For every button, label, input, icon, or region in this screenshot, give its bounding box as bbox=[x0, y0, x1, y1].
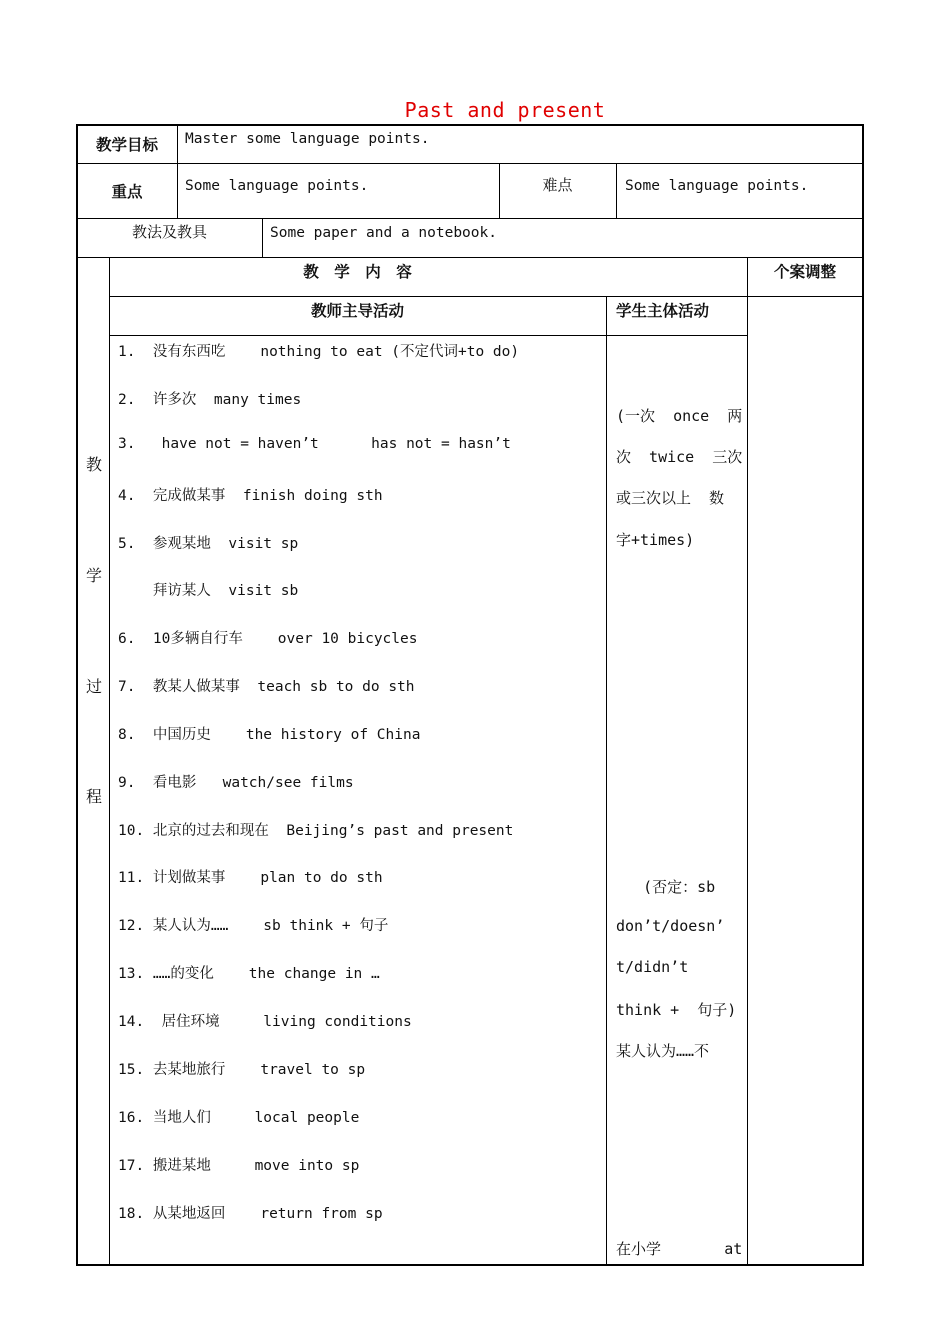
teacher-line: 8. 中国历史 the history of China bbox=[118, 727, 421, 743]
content-header: 教 学 内 容 bbox=[303, 263, 412, 281]
page-title: Past and present bbox=[404, 98, 606, 122]
column-divider bbox=[606, 296, 607, 1265]
student-note-line: don’t/doesn’ bbox=[616, 917, 725, 935]
teacher-line: 2. 许多次 many times bbox=[118, 392, 302, 408]
teacher-line: 拜访某人 visit sb bbox=[118, 583, 299, 599]
teacher-line: 6. 10多辆自行车 over 10 bicycles bbox=[118, 631, 418, 647]
row-divider bbox=[109, 296, 863, 297]
process-label-char: 过 bbox=[86, 677, 103, 696]
teacher-line: 12. 某人认为…… sb think + 句子 bbox=[118, 918, 389, 934]
method-label: 教法及教具 bbox=[131, 223, 207, 241]
teacher-line: 11. 计划做某事 plan to do sth bbox=[118, 870, 383, 886]
teacher-line: 18. 从某地返回 return from sp bbox=[118, 1206, 383, 1222]
row-divider bbox=[77, 163, 863, 164]
column-divider bbox=[616, 163, 617, 218]
process-label-char: 学 bbox=[86, 566, 103, 585]
student-note-line: t/didn’t bbox=[616, 958, 689, 976]
student-note-line: think + 句子) bbox=[616, 1001, 737, 1019]
objective-value: Master some language points. bbox=[185, 131, 430, 147]
teacher-line: 10. 北京的过去和现在 Beijing’s past and present bbox=[118, 823, 514, 839]
student-note-line: (一次 once 两 bbox=[616, 407, 743, 425]
adjust-header: 个案调整 bbox=[773, 263, 836, 281]
column-divider bbox=[109, 257, 110, 1265]
teacher-line: 9. 看电影 watch/see films bbox=[118, 775, 354, 791]
student-activity-header: 学生主体活动 bbox=[616, 302, 710, 320]
column-divider bbox=[747, 257, 748, 1265]
student-note-line: 某人认为……不 bbox=[616, 1042, 710, 1060]
key-point-label: 重点 bbox=[111, 183, 143, 201]
row-divider bbox=[77, 218, 863, 219]
process-label-char: 教 bbox=[86, 455, 103, 474]
teacher-line: 16. 当地人们 local people bbox=[118, 1110, 360, 1126]
process-label-char: 程 bbox=[86, 787, 103, 806]
objective-label: 教学目标 bbox=[95, 136, 158, 154]
row-divider bbox=[77, 257, 863, 258]
row-divider bbox=[109, 335, 747, 336]
method-value: Some paper and a notebook. bbox=[270, 225, 497, 241]
difficulty-label: 难点 bbox=[542, 176, 573, 194]
student-note-line: 字+times) bbox=[616, 531, 695, 549]
teacher-line: 17. 搬进某地 move into sp bbox=[118, 1158, 360, 1174]
teacher-line: 15. 去某地旅行 travel to sp bbox=[118, 1062, 366, 1078]
teacher-line: 7. 教某人做某事 teach sb to do sth bbox=[118, 679, 415, 695]
teacher-line: 3. have not = haven’t has not = hasn’t bbox=[118, 436, 511, 452]
teacher-line: 13. ……的变化 the change in … bbox=[118, 966, 380, 982]
teacher-line: 5. 参观某地 visit sp bbox=[118, 536, 299, 552]
student-note-line: (否定：sb bbox=[616, 878, 716, 896]
student-note-line: 在小学 at bbox=[616, 1240, 743, 1258]
teacher-line: 4. 完成做某事 finish doing sth bbox=[118, 488, 383, 504]
teacher-activity-header: 教师主导活动 bbox=[310, 302, 404, 320]
difficulty-value: Some language points. bbox=[625, 178, 809, 194]
column-divider bbox=[262, 218, 263, 257]
teacher-line: 1. 没有东西吃 nothing to eat (不定代词+to do) bbox=[118, 344, 520, 360]
teacher-line: 14. 居住环境 living conditions bbox=[118, 1014, 412, 1030]
column-divider bbox=[177, 125, 178, 218]
student-note-line: 或三次以上 数 bbox=[616, 489, 725, 507]
key-point-value: Some language points. bbox=[185, 178, 369, 194]
student-note-line: 次 twice 三次 bbox=[616, 448, 743, 466]
